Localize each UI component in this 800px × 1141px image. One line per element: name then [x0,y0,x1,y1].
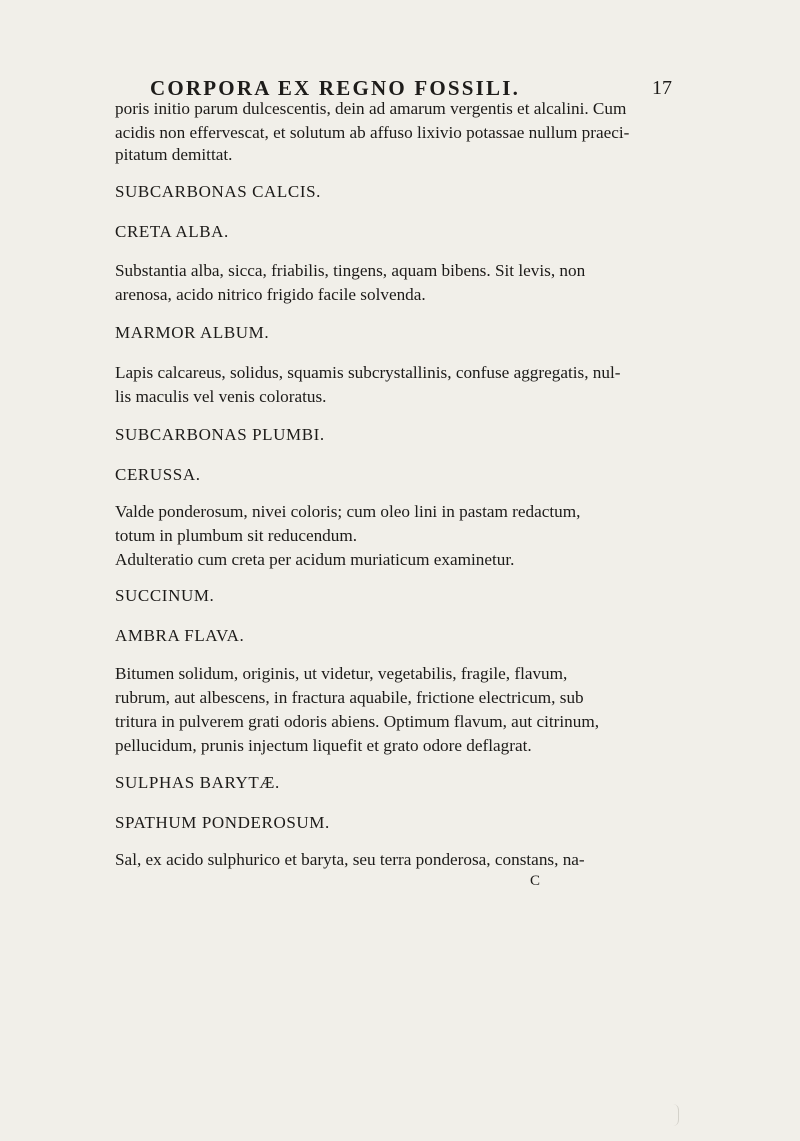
text-line: arenosa, acido nitrico frigido facile solvenda. [115,285,426,304]
text-line: Adulteratio cum creta per acidum muriaticum examinetur. [115,550,515,569]
subsection-heading: AMBRA FLAVA. [115,626,245,645]
subsection-heading: CERUSSA. [115,465,201,484]
running-title: CORPORA EX REGNO FOSSILI. [150,76,521,100]
text-line: Substantia alba, sicca, friabilis, tingens, aquam bibens. Sit levis, non [115,261,586,280]
subsection-heading: MARMOR ALBUM. [115,323,270,342]
text-line: Lapis calcareus, solidus, squamis subcrystallinis, confuse aggregatis, nul- [115,363,621,382]
text-line: rubrum, aut albescens, in fractura aquabile, frictione electricum, sub [115,688,584,707]
text-line: pitatum demittat. [115,145,233,164]
signature-mark: C [530,873,541,889]
subsection-heading: SPATHUM PONDEROSUM. [115,813,330,832]
page-corner-mark [666,1104,679,1126]
page-number: 17 [652,77,672,99]
text-line: pellucidum, prunis injectum liquefit et grato odore deflagrat. [115,736,532,755]
text-line: lis maculis vel venis coloratus. [115,387,327,406]
section-heading: SUBCARBONAS PLUMBI. [115,425,325,444]
section-heading: SULPHAS BARYTÆ. [115,773,280,792]
text-line: Valde ponderosum, nivei coloris; cum oleo lini in pastam redactum, [115,502,581,521]
section-heading: SUCCINUM. [115,586,215,605]
subsection-heading: CRETA ALBA. [115,222,229,241]
text-line: Bitumen solidum, originis, ut videtur, vegetabilis, fragile, flavum, [115,664,568,683]
text-line: acidis non effervescat, et solutum ab affuso lixivio potassae nullum praeci- [115,123,630,142]
section-heading: SUBCARBONAS CALCIS. [115,182,322,201]
text-line: tritura in pulverem grati odoris abiens. Optimum flavum, aut citrinum, [115,712,600,731]
text-line: poris initio parum dulcescentis, dein ad amarum vergentis et alcalini. Cum [115,99,627,118]
text-line: Sal, ex acido sulphurico et baryta, seu terra ponderosa, constans, na- [115,850,585,869]
text-line: totum in plumbum sit reducendum. [115,526,358,545]
